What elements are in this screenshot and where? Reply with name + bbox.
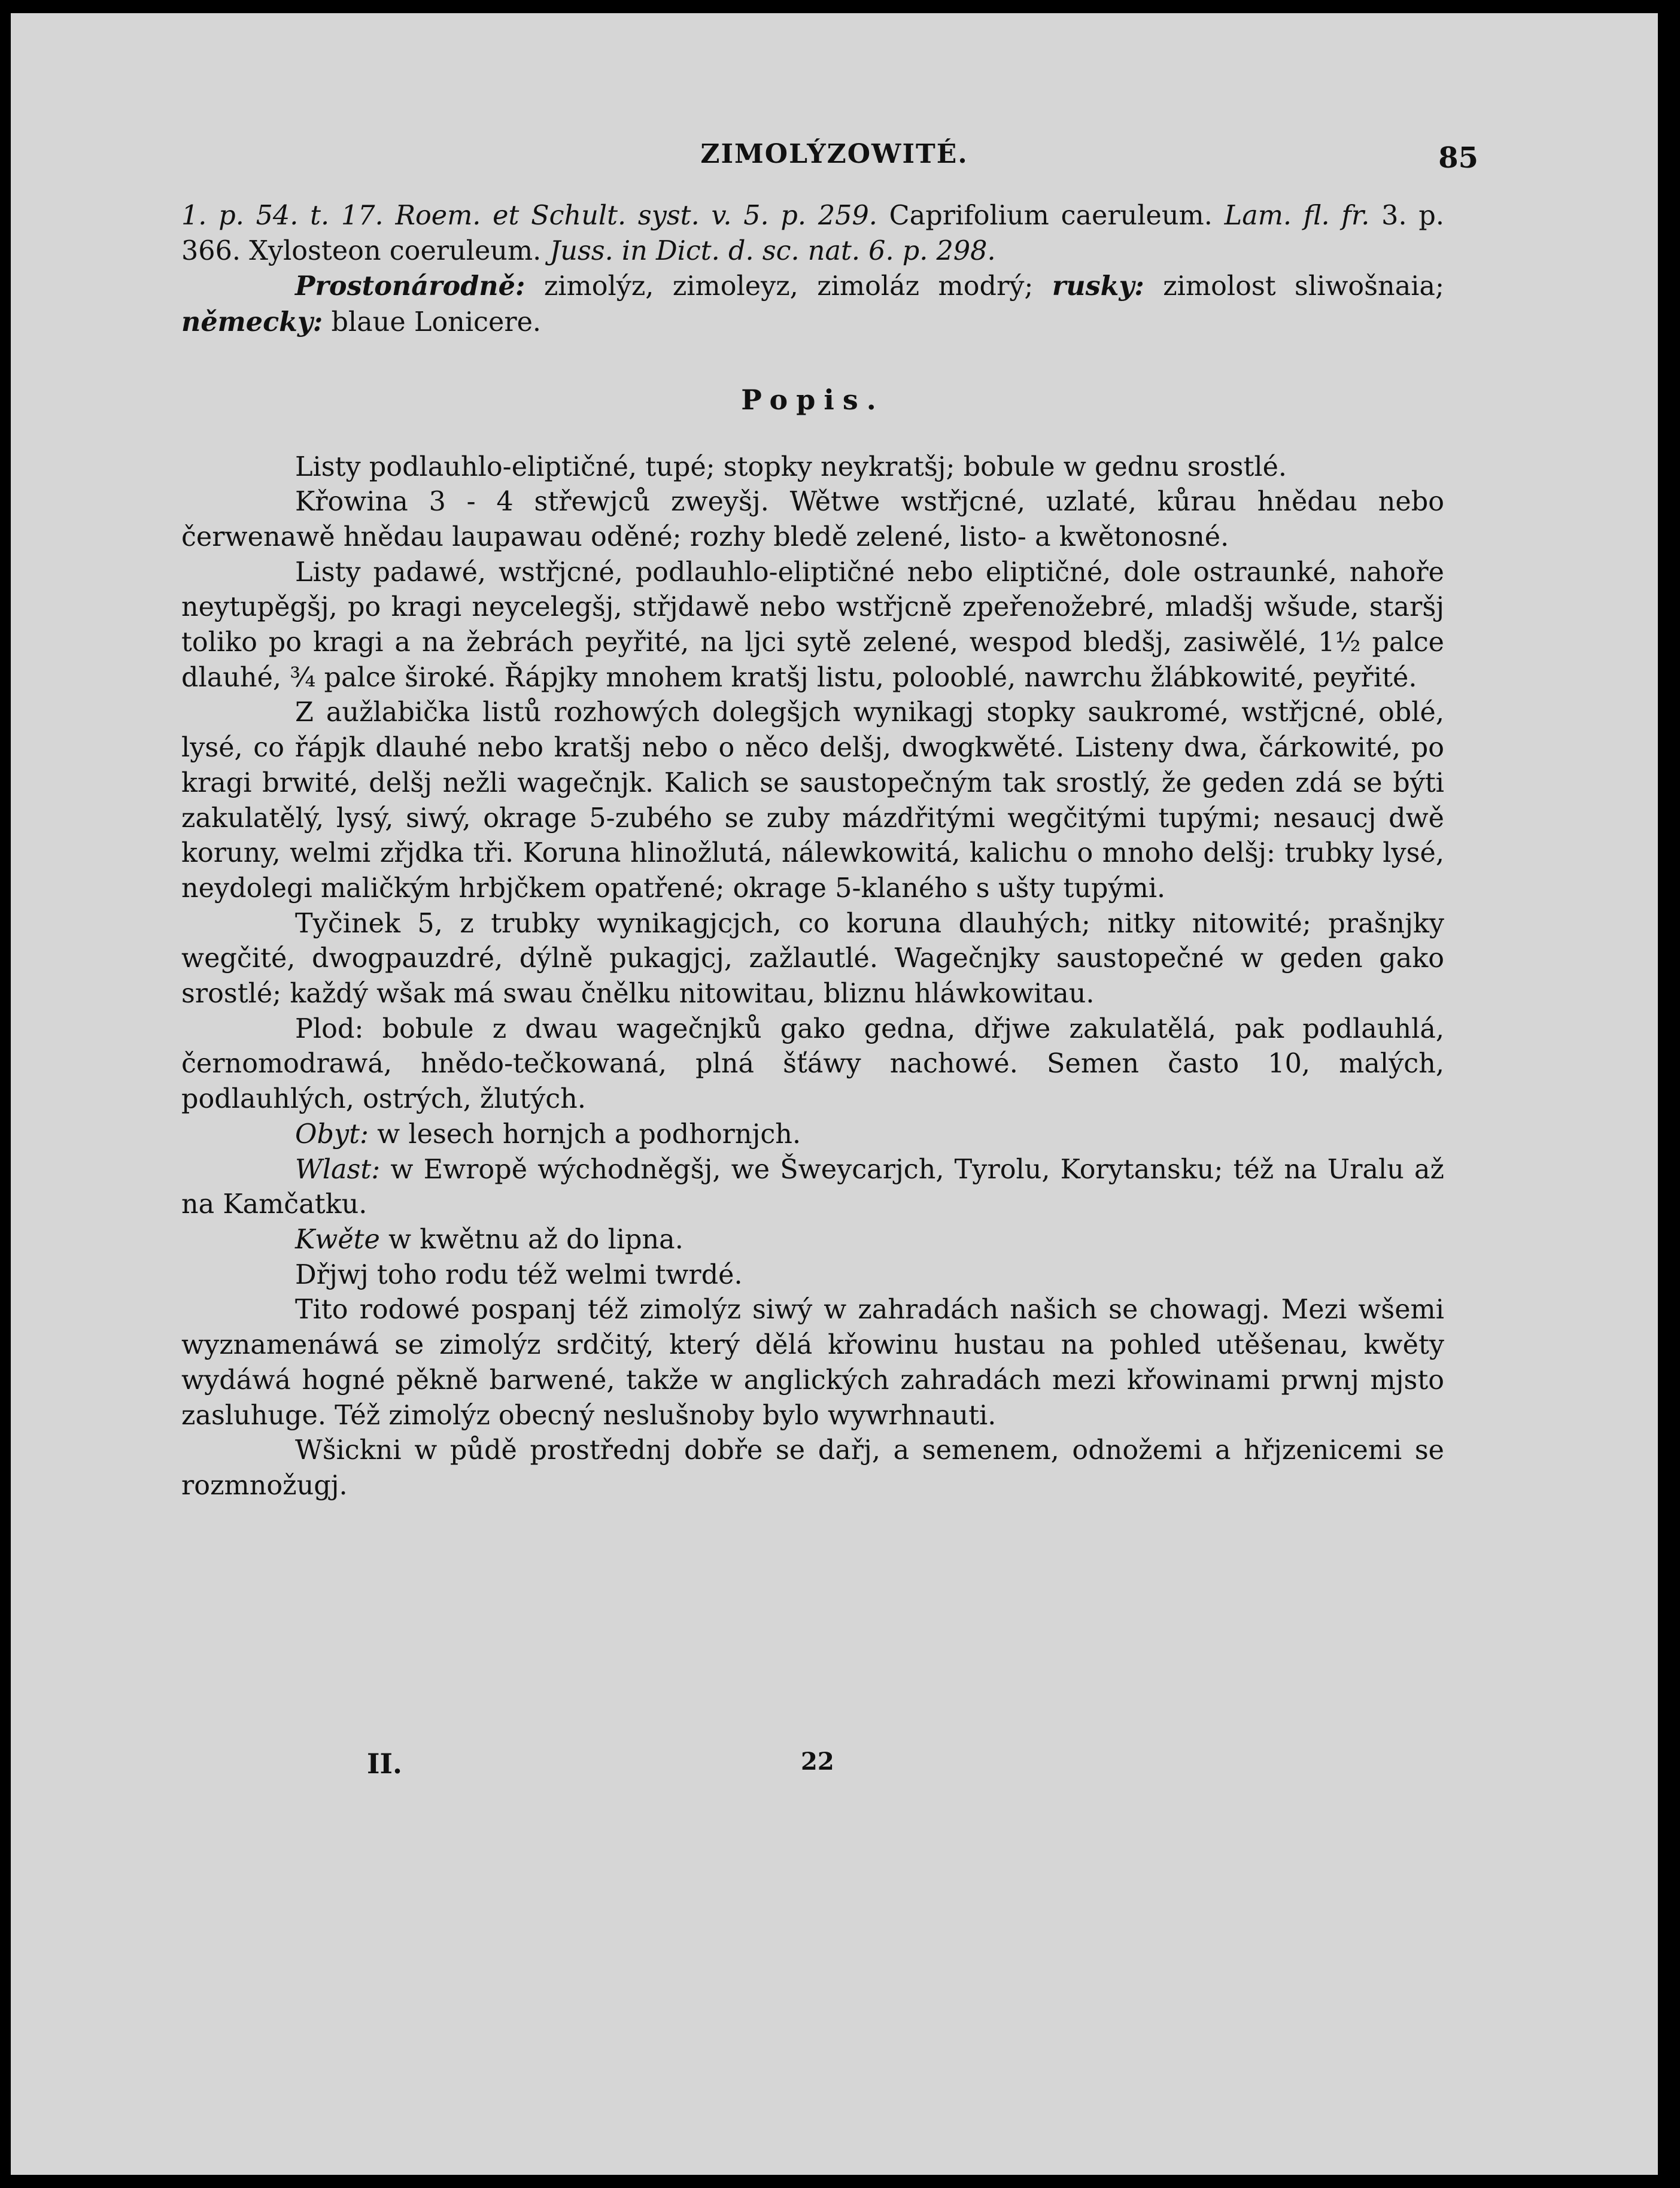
paragraph-flowering bbox=[181, 1223, 1444, 1258]
running-title: ZIMOLÝZOWITÉ. bbox=[700, 139, 968, 169]
vernacular-label: rusky: bbox=[1052, 271, 1144, 302]
ref-part: Xylosteon coeruleum. bbox=[249, 235, 542, 266]
reference-lines bbox=[181, 199, 1444, 269]
flowering-text: w kwětnu až do lipna. bbox=[388, 1224, 683, 1255]
paragraph-wood: Dřjwj toho rodu též welmi twrdé. bbox=[295, 1259, 743, 1290]
paragraph-flowers: Z aužlabička listů rozhowých dolegšjch wynikagj stopky saukromé, wstřjcné, oblé, lysé, co řápjk dlauhé nebo kratšj nebo o něco delšj, dwogkwěté. Listeny dwa, čárkowité, po kragi brwité, delšj nežli wagečnjk. Kalich se saustopečným tak srostlý, že geden zdá se býti zakulatělý, lysý, siwý, okrage 5-zubého se zuby mázdřitými wegčitými tupými; nesaucj dwě koruny, welmi zřjdka tři. Koruna hlinožlutá, nálewkowitá, kalichu o mnoho delšj: trubky lysé, neydolegi maličkým hrbjčkem opatřené; okrage 5-klaného s ušty tupými. bbox=[181, 697, 1444, 904]
vernacular-text: blaue Lonicere. bbox=[331, 307, 542, 338]
ref-part: Juss. in Dict. d. sc. nat. 6. p. 298. bbox=[549, 235, 996, 266]
paragraph-shrub: Křowina 3 - 4 střewjců zweyšj. Wětwe wstřjcné, uzlaté, kůrau hnědau nebo čerwenawě hnědau laupawau oděné; rozhy bledě zelené, listo- a kwětonosné. bbox=[181, 487, 1444, 552]
vernacular-label: Prostonárodně: bbox=[295, 271, 525, 302]
ref-part: Lam. fl. fr. bbox=[1224, 200, 1370, 231]
habitat-label: Obyt: bbox=[295, 1119, 369, 1150]
paragraph-propagation: Wšickni w půdě prostřednj dobře se dařj, a semenem, odnožemi a hřjzenicemi se rozmnožugj. bbox=[181, 1435, 1444, 1501]
section-heading: Popis. bbox=[741, 383, 885, 416]
paragraph-summary: Listy podlauhlo-eliptičné, tupé; stopky neykratšj; bobule w gednu srostlé. bbox=[295, 451, 1287, 482]
sheet-number: 22 bbox=[801, 1748, 834, 1776]
paragraph-fruit: Plod: bobule z dwau wagečnjků gako gedna, dřjwe zakulatělá, pak podlauhlá, černomodrawá, hnědo-tečkowaná, plná šťáwy nachowé. Semen často 10, malých, podlauhlých, ostrých, žlutých. bbox=[181, 1013, 1444, 1115]
signature-mark: II. bbox=[367, 1748, 403, 1780]
ref-part: 1. p. 54. t. 17. bbox=[181, 200, 384, 231]
ref-part: Caprifolium caeruleum. bbox=[889, 200, 1213, 231]
book-page bbox=[11, 13, 1658, 2175]
vernacular-text: zimolost sliwošnaia; bbox=[1163, 271, 1445, 302]
paragraph-cultivation: Tito rodowé pospanj též zimolýz siwý w zahradách našich se chowagj. Mezi wšemi wyznamenáwá se zimolýz srdčitý, který dělá křowinu hustau na pohled utěšenau, kwěty wydáwá hogné pěkně barwené, takže w anglických zahradách mezi křowinami prwnj mjsto zasluhuge. Též zimolýz obecný neslušnoby bylo wywrhnauti. bbox=[181, 1294, 1444, 1431]
ref-part: 3. p. 366. bbox=[181, 200, 1445, 266]
vernacular-names bbox=[181, 269, 1444, 340]
page-header bbox=[11, 133, 1658, 187]
ref-part: Roem. et Schult. syst. v. 5. p. 259. bbox=[395, 200, 877, 231]
paragraph-habitat bbox=[181, 1117, 1444, 1153]
paragraph-home bbox=[181, 1153, 1444, 1223]
paragraph-stamens: Tyčinek 5, z trubky wynikagjcjch, co koruna dlauhých; nitky nitowité; prašnjky wegčité, dwogpauzdré, dýlně pukagjcj, zažlautlé. Wagečnjky saustopečné w geden gako srostlé; každý wšak má swau čnělku nitowitau, bliznu hláwkowitau. bbox=[181, 908, 1444, 1010]
main-text bbox=[181, 199, 1444, 1504]
home-label: Wlast: bbox=[295, 1154, 381, 1185]
paragraph-leaves: Listy padawé, wstřjcné, podlauhlo-eliptičné nebo eliptičné, dole ostraunké, nahoře neytupěgšj, po kragi neycelegšj, střjdawě nebo wstřjcně zpeřenožebré, mladšj wšude, staršj toliko po kragi a na žebrách peyřité, na ljci sytě zelené, wespod bledšj, zasiwělé, 1½ palce dlauhé, ¾ palce široké. Řápjky mnohem kratšj listu, polooblé, nawrchu žlábkowité, peyřité. bbox=[181, 557, 1444, 693]
home-text: w Ewropě wýchodněgšj, we Šweycarjch, Tyrolu, Korytansku; též na Uralu až na Kamčatku. bbox=[181, 1154, 1444, 1220]
vernacular-label: německy: bbox=[181, 306, 323, 338]
flowering-label: Kwěte bbox=[295, 1224, 380, 1255]
habitat-text: w lesech hornjch a podhornjch. bbox=[377, 1119, 801, 1150]
vernacular-text: zimolýz, zimoleyz, zimoláz modrý; bbox=[543, 271, 1034, 302]
page-number: 85 bbox=[1438, 141, 1478, 175]
